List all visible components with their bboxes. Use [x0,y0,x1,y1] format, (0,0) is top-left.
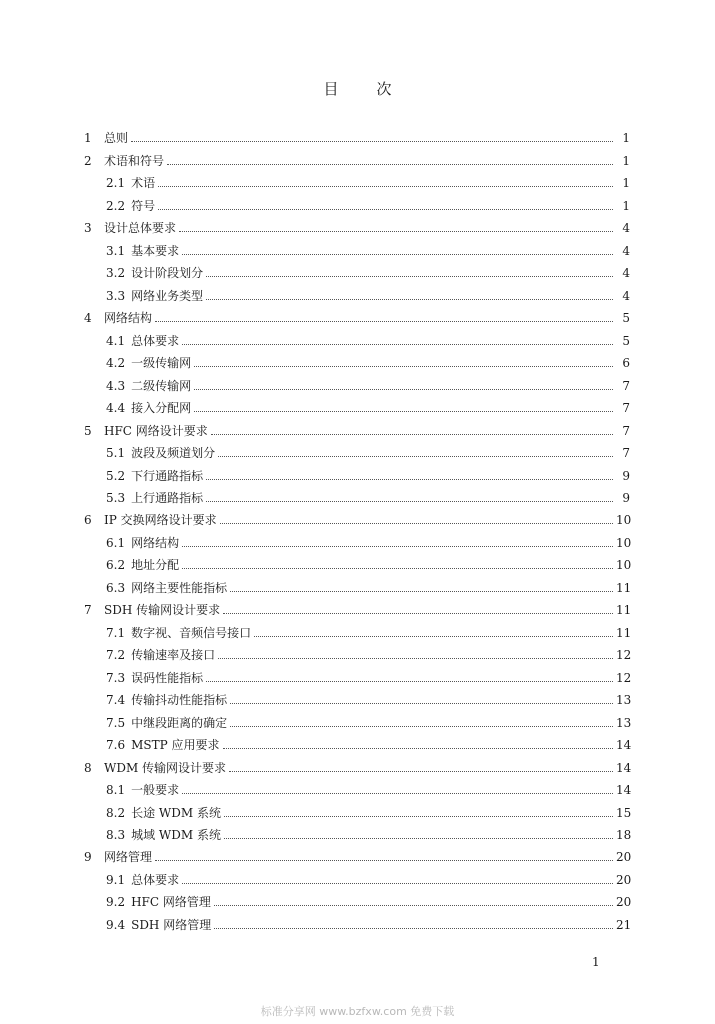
toc-entry[interactable] [84,484,630,506]
toc-leader-dots [158,208,613,210]
title-part-1: 目 [323,80,339,98]
toc-entry-page: 7 [622,423,630,438]
toc-entry[interactable] [84,169,630,191]
toc-leader-dots [224,837,613,839]
toc-entry[interactable] [84,259,630,281]
toc-leader-dots [194,365,613,367]
toc-leader-dots [206,298,613,300]
toc-entry-label: 一般要求 [131,783,180,798]
toc-entry-number: 6.2 [106,558,126,573]
toc-entry-number: 7.6 [106,738,126,753]
toc-entry-label: 下行通路指标 [131,468,204,483]
toc-leader-dots [220,522,613,524]
toc-entry-page: 18 [616,828,632,842]
toc-leader-dots [230,702,613,704]
toc-entry-number: 1 [84,131,92,146]
toc-entry-number: 6.1 [106,535,126,550]
toc-entry-number: 5 [84,423,92,438]
toc-entry-label: 数字视、音频信号接口 [131,625,252,640]
toc-leader-dots [230,725,613,727]
toc-entry[interactable] [84,146,630,168]
toc-leader-dots [167,163,613,165]
toc-leader-dots [182,545,613,547]
toc-entry-number: 4.4 [106,401,126,416]
toc-entry[interactable] [84,281,630,303]
toc-entry[interactable] [84,798,630,820]
toc-leader-dots [155,859,613,861]
toc-entry-label: SDH 传输网设计要求 [104,603,221,618]
toc-entry-label: 长途 WDM 系统 [131,805,221,820]
toc-entry-page: 21 [616,917,632,932]
toc-entry-label: 接入分配网 [131,401,192,416]
toc-entry-label: 中继段距离的确定 [131,715,228,730]
toc-entry-number: 8.2 [106,805,126,820]
toc-entry-number: 6 [84,513,92,528]
toc-entry-number: 7.5 [106,715,126,730]
toc-entry-label: 总则 [104,131,129,146]
toc-leader-dots [182,792,613,794]
toc-entry-number: 8.1 [106,783,126,798]
toc-entry-number: 4.3 [106,378,126,393]
toc-entry-page: 10 [616,558,632,573]
toc-leader-dots [182,882,613,884]
toc-entry-number: 7.2 [106,648,126,663]
toc-leader-dots [254,635,613,637]
toc-entry[interactable] [84,708,630,730]
toc-entry[interactable] [84,304,630,326]
toc-entry-number: 4 [84,311,92,326]
toc-entry-label: 设计总体要求 [104,221,177,236]
toc-leader-dots [218,657,613,659]
toc-entry-label: HFC 网络设计要求 [104,423,208,438]
toc-entry-page: 14 [616,760,632,775]
toc-entry[interactable] [84,910,630,932]
toc-entry-number: 9 [84,850,92,865]
toc-entry[interactable] [84,663,630,685]
toc-entry-label: 地址分配 [131,558,180,573]
toc-entry-number: 7 [84,603,92,618]
toc-entry-page: 12 [616,670,632,685]
toc-entry-label: WDM 传输网设计要求 [104,760,227,775]
toc-entry-number: 8 [84,760,92,775]
toc-leader-dots [230,590,613,592]
toc-entry[interactable] [84,641,630,663]
toc-leader-dots [211,433,613,435]
toc-entry-number: 5.2 [106,468,126,483]
toc-entry-number: 3.1 [106,243,126,258]
toc-entry-label: 上行通路指标 [131,490,204,505]
toc-leader-dots [155,320,613,322]
toc-entry[interactable] [84,686,630,708]
toc-entry-page: 11 [616,603,632,618]
toc-entry-page: 11 [616,625,632,640]
toc-entry-label: SDH 网络管理 [131,917,212,932]
toc-leader-dots [206,275,613,277]
toc-entry-page: 4 [622,266,630,281]
toc-entry-page: 5 [622,311,630,326]
toc-entry-label: 术语和符号 [104,153,165,168]
page-title [0,78,715,99]
toc-entry-label: HFC 网络管理 [131,895,211,910]
toc-entry-page: 14 [616,783,632,798]
toc-entry-label: 设计阶段划分 [131,266,204,281]
toc-entry-page: 1 [622,198,630,213]
toc-entry-page: 7 [622,446,630,461]
toc-entry-page: 13 [616,693,632,708]
toc-entry-page: 10 [616,535,632,550]
toc-entry-page: 10 [616,513,632,528]
toc-entry-number: 7.4 [106,693,126,708]
toc-entry-page: 4 [622,243,630,258]
toc-entry-page: 7 [622,378,630,393]
toc-leader-dots [194,388,613,390]
toc-entry[interactable] [84,461,630,483]
toc-entry[interactable] [84,865,630,887]
toc-leader-dots [224,815,613,817]
toc-entry-label: 总体要求 [131,333,180,348]
toc-entry-page: 14 [616,738,632,753]
toc-entry-label: 术语 [131,176,156,191]
toc-entry[interactable] [84,528,630,550]
toc-entry-label: 二级传输网 [131,378,192,393]
toc-entry-page: 7 [622,401,630,416]
toc-entry[interactable] [84,191,630,213]
toc-leader-dots [206,478,613,480]
toc-entry-page: 6 [622,356,630,371]
toc-entry-page: 15 [616,805,632,820]
toc-entry[interactable] [84,371,630,393]
toc-entry-number: 8.3 [106,828,126,842]
toc-entry[interactable] [84,618,630,640]
toc-leader-dots [206,500,613,502]
toc-entry[interactable] [84,394,630,416]
toc-entry-number: 7.1 [106,625,126,640]
toc-entry-label: 网络主要性能指标 [131,580,228,595]
toc-entry[interactable] [84,506,630,528]
toc-entry-number: 2.1 [106,176,126,191]
toc-entry-label: 基本要求 [131,243,180,258]
toc-leader-dots [158,185,613,187]
toc-entry-label: 网络结构 [131,535,180,550]
toc-leader-dots [182,567,613,569]
toc-entry-number: 4.1 [106,333,126,348]
toc-leader-dots [223,612,613,614]
toc-entry[interactable] [84,776,630,798]
toc-entry[interactable] [84,349,630,371]
toc-entry-label: 符号 [131,198,156,213]
toc-entry-page: 20 [616,872,632,887]
toc-leader-dots [214,904,613,906]
toc-entry-number: 7.3 [106,670,126,685]
toc-entry[interactable] [84,326,630,348]
toc-entry-page: 20 [616,895,632,910]
toc-entry-label: MSTP 应用要求 [131,738,220,753]
toc-entry-label: 传输速率及接口 [131,648,216,663]
toc-leader-dots [229,770,613,772]
toc-entry-number: 5.1 [106,446,126,461]
toc-entry-page: 1 [622,131,630,146]
toc-entry-page: 1 [622,176,630,191]
toc-entry[interactable] [84,551,630,573]
toc-entry-label: 网络结构 [104,311,153,326]
toc-entry[interactable] [84,753,630,775]
toc-entry[interactable] [84,731,630,753]
toc-entry-number: 9.2 [106,895,126,910]
toc-entry-page: 4 [622,221,630,236]
toc-entry-page: 9 [622,490,630,505]
toc-leader-dots [214,927,613,929]
toc-leader-dots [194,410,613,412]
toc-entry[interactable] [84,843,630,865]
table-of-contents [84,124,630,933]
watermark: 标准分享网 www.bzfxw.com 免费下载 [260,1005,455,1018]
toc-leader-dots [182,253,613,255]
toc-leader-dots [218,455,613,457]
toc-entry[interactable] [84,573,630,595]
toc-leader-dots [131,140,613,142]
toc-entry-label: IP 交换网络设计要求 [104,513,217,528]
toc-entry-label: 波段及频道划分 [131,446,216,461]
toc-entry[interactable] [84,821,630,843]
toc-leader-dots [182,343,613,345]
toc-entry-page: 12 [616,648,632,663]
page-number: 1 [592,955,600,969]
toc-entry-number: 3.3 [106,288,126,303]
toc-leader-dots [223,747,614,749]
toc-entry-page: 13 [616,715,632,730]
toc-entry-page: 20 [616,850,632,865]
toc-entry[interactable] [84,124,630,146]
toc-entry-number: 4.2 [106,356,126,371]
toc-entry-label: 一级传输网 [131,356,192,371]
toc-entry-page: 4 [622,288,630,303]
toc-entry-page: 5 [622,333,630,348]
toc-entry-number: 3 [84,221,92,236]
toc-leader-dots [206,680,613,682]
toc-entry-number: 2.2 [106,198,126,213]
toc-entry[interactable] [84,416,630,438]
toc-entry-number: 5.3 [106,490,126,505]
toc-entry-label: 传输抖动性能指标 [131,693,228,708]
toc-entry-label: 网络管理 [104,850,153,865]
toc-entry-number: 9.1 [106,872,126,887]
toc-entry-label: 城域 WDM 系统 [131,828,221,842]
toc-entry[interactable] [84,888,630,910]
toc-entry-number: 3.2 [106,266,126,281]
toc-entry-label: 网络业务类型 [131,288,204,303]
toc-entry-page: 11 [616,580,632,595]
toc-entry-number: 2 [84,153,92,168]
toc-leader-dots [179,230,613,232]
toc-entry[interactable] [84,596,630,618]
toc-entry-page: 1 [622,153,630,168]
toc-entry-page: 9 [622,468,630,483]
title-part-2: 次 [376,80,392,98]
toc-entry[interactable] [84,214,630,236]
toc-entry-label: 总体要求 [131,872,180,887]
toc-entry[interactable] [84,236,630,258]
toc-entry-label: 误码性能指标 [131,670,204,685]
toc-entry-number: 9.4 [106,917,126,932]
toc-entry[interactable] [84,439,630,461]
toc-entry-number: 6.3 [106,580,126,595]
